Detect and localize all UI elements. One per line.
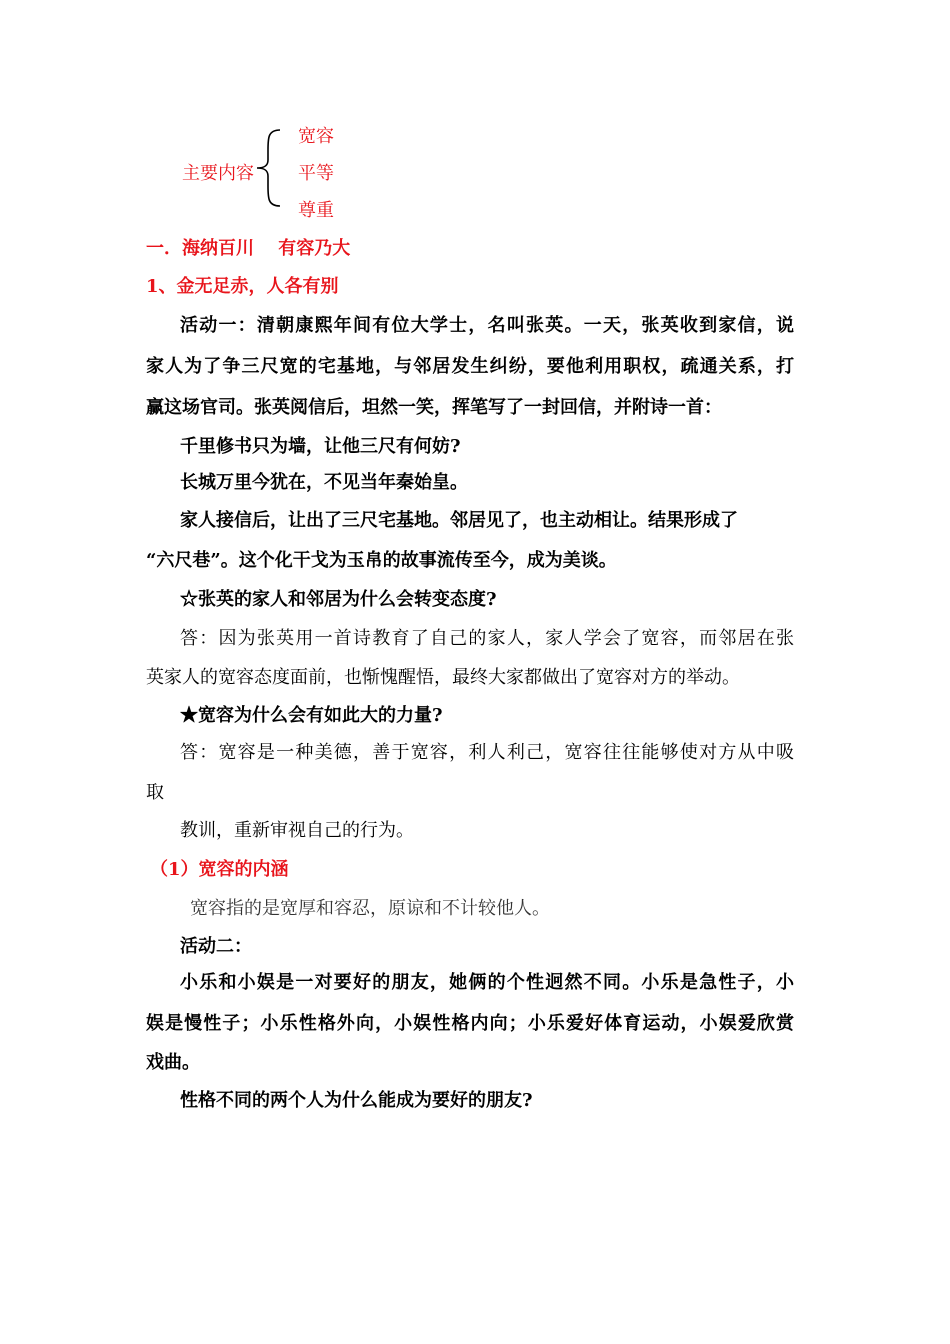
poem-line-2: 长城万里今犹在，不见当年秦始皇。: [180, 472, 468, 493]
question1-text: ☆张英的家人和邻居为什么会转变态度?: [180, 589, 497, 610]
activity1-ending-2: “六尺巷”。这个化干戈为玉帛的故事流传至今，成为美谈。: [146, 550, 617, 571]
outline-item-2: 平等: [298, 163, 334, 184]
outline-item-3: 尊重: [298, 200, 334, 221]
activity2-line-2: 娱是慢性子；小乐性格外向，小娱性格内向；小乐爱好体育运动，小娱爱欣赏: [146, 1013, 794, 1034]
question2-answer-1: 答：宽容是一种美德，善于宽容，利人利己，宽容往往能够使对方从中吸: [180, 742, 794, 763]
activity2-line-3: 戏曲。: [146, 1052, 200, 1073]
question1-answer-1: 答：因为张英用一首诗教育了自己的家人，家人学会了宽容，而邻居在张: [180, 628, 794, 649]
activity1-line-2: 家人为了争三尺宽的宅基地，与邻居发生纠纷，要他利用职权，疏通关系，打: [146, 356, 794, 377]
outline-label: 主要内容: [182, 163, 254, 184]
question2-text: ★宽容为什么会有如此大的力量?: [180, 705, 443, 726]
section-subtitle: 1、金无足赤，人各有别: [146, 276, 339, 297]
question2-answer-2: 取: [146, 782, 164, 803]
brace-icon: [254, 128, 282, 208]
activity1-ending-1: 家人接信后，让出了三尺宅基地。邻居见了，也主动相让。结果形成了: [180, 510, 738, 531]
activity1-line-3: 赢这场官司。张英阅信后，坦然一笑，挥笔写了一封回信，并附诗一首：: [146, 397, 722, 418]
question2-answer-3: 教训，重新审视自己的行为。: [180, 820, 414, 841]
activity2-line-1: 小乐和小娱是一对要好的朋友，她俩的个性迥然不同。小乐是急性子，小: [180, 972, 794, 993]
subsection-definition: 宽容指的是宽厚和容忍，原谅和不计较他人。: [190, 898, 550, 919]
poem-line-1: 千里修书只为墙，让他三尺有何妨?: [180, 436, 461, 457]
outline-item-1: 宽容: [298, 126, 334, 147]
section-title: 一．海纳百川 有容乃大: [146, 238, 351, 259]
question1-answer-2: 英家人的宽容态度面前，也惭愧醒悟，最终大家都做出了宽容对方的举动。: [146, 667, 740, 688]
activity2-title: 活动二：: [180, 936, 252, 957]
subsection-title: （1）宽容的内涵: [150, 859, 289, 880]
activity2-question: 性格不同的两个人为什么能成为要好的朋友?: [180, 1090, 533, 1111]
activity1-line-1: 活动一：清朝康熙年间有位大学士，名叫张英。一天，张英收到家信，说: [180, 315, 794, 336]
